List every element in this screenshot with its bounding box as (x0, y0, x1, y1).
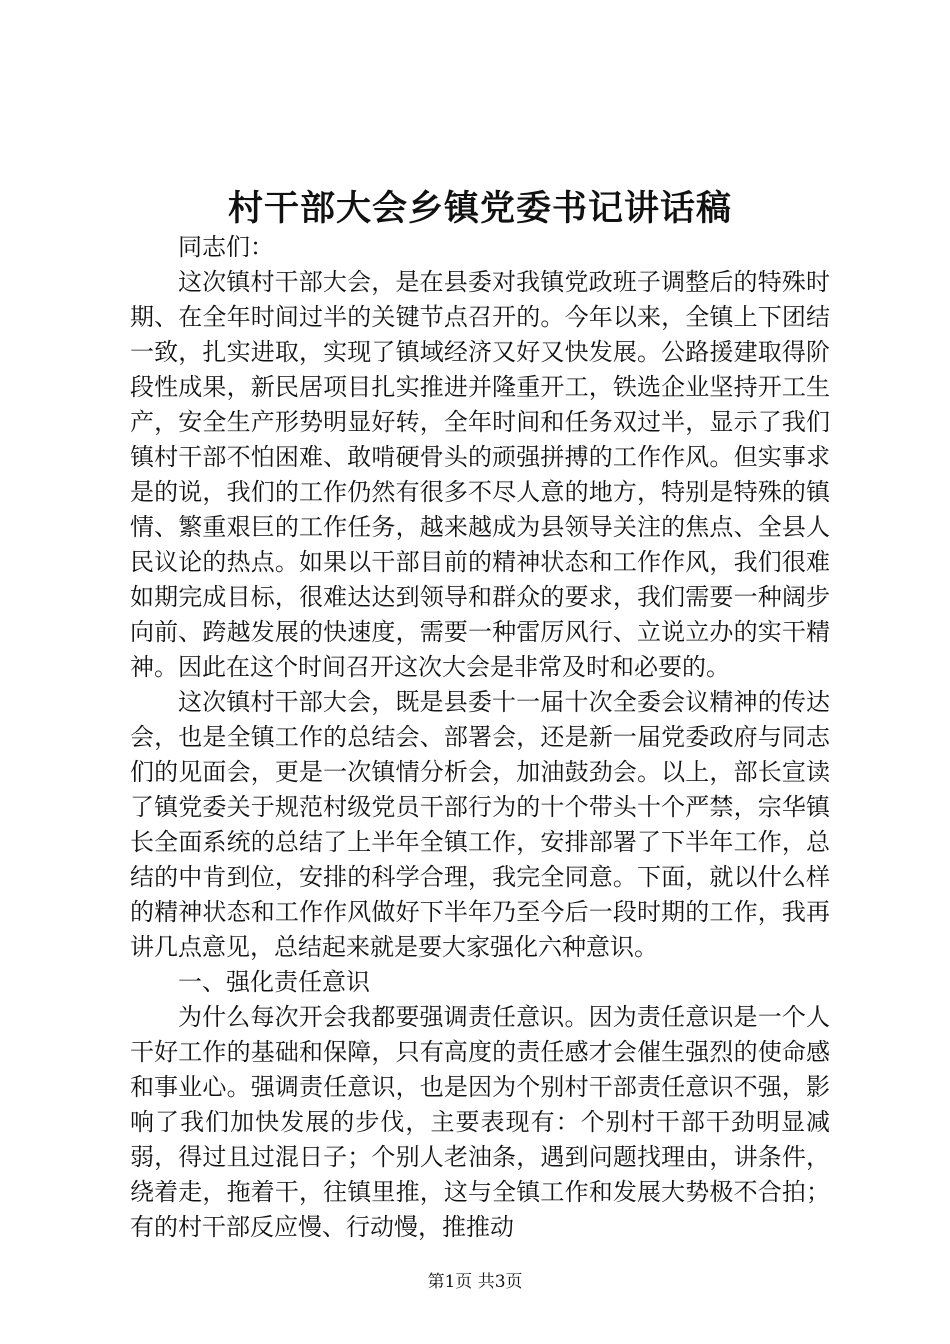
paragraph: 这次镇村干部大会，既是县委十一届十次全委会议精神的传达会，也是全镇工作的总结会、部署会，还是新一届党委政府与同志们的见面会，更是一次镇情分析会，加油鼓劲会。以上，部长宣读了镇党委关于规范村级党员干部行为的十个带头十个严禁，宗华镇长全面系统的总结了上半年全镇工作，安排部署了下半年工作，总结的中肯到位，安排的科学合理，我完全同意。下面，就以什么样的精神状态和工作作风做好下半年乃至今后一段时期的工作，我再讲几点意见，总结起来就是要大家强化六种意识。 (130, 688, 830, 961)
salutation: 同志们： (178, 233, 274, 261)
page-number-footer: 第1页 共3页 (427, 1272, 523, 1292)
document-title: 村干部大会乡镇党委书记讲话稿 (227, 188, 732, 229)
section-heading: 一、强化责任意识 (178, 968, 370, 996)
paragraph: 这次镇村干部大会，是在县委对我镇党政班子调整后的特殊时期、在全年时间过半的关键节点召开的。今年以来，全镇上下团结一致，扎实进取，实现了镇域经济又好又快发展。公路援建取得阶段性成果，新民居项目扎实推进并隆重开工，铁选企业坚持开工生产，安全生产形势明显好转，全年时间和任务双过半，显示了我们镇村干部不怕困难、敢啃硬骨头的顽强拼搏的工作作风。但实事求是的说，我们的工作仍然有很多不尽人意的地方，特别是特殊的镇情、繁重艰巨的工作任务，越来越成为县领导关注的焦点、全县人民议论的热点。如果以干部目前的精神状态和工作作风，我们很难如期完成目标，很难达达到领导和群众的要求，我们需要一种阔步向前、跨越发展的快速度，需要一种雷厉风行、立说立办的实干精神。因此在这个时间召开这次大会是非常及时和必要的。 (130, 268, 830, 681)
paragraph: 为什么每次开会我都要强调责任意识。因为责任意识是一个人干好工作的基础和保障，只有高度的责任感才会催生强烈的使命感和事业心。强调责任意识，也是因为个别村干部责任意识不强，影响了我们加快发展的步伐，主要表现有：个别村干部干劲明显减弱，得过且过混日子；个别人老油条，遇到问题找理由，讲条件，绕着走，拖着干，往镇里推，这与全镇工作和发展大势极不合拍；有的村干部反应慢、行动慢，推推动 (130, 1003, 830, 1241)
document-body (130, 230, 830, 1245)
